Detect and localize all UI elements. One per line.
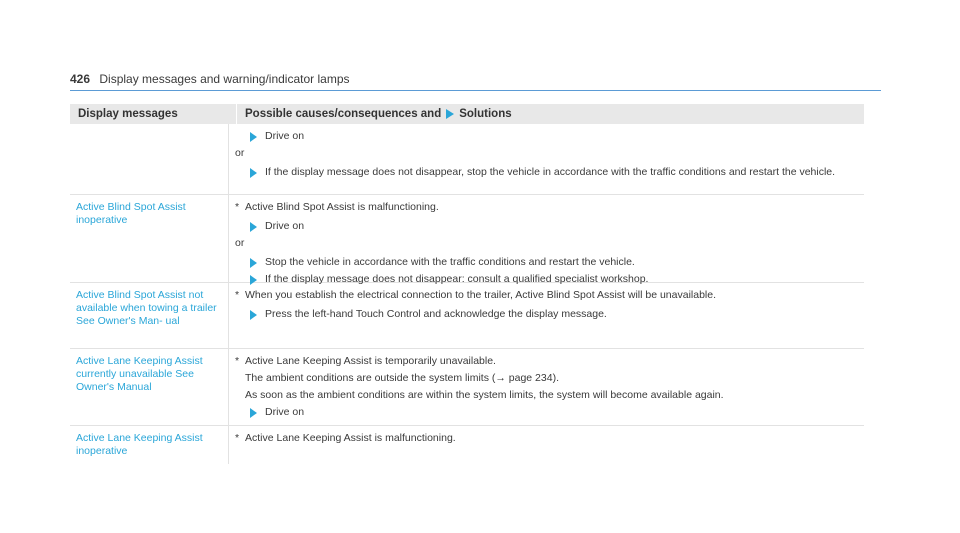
play-triangle-icon (250, 258, 257, 268)
solution-cell (228, 124, 864, 194)
display-messages-table (70, 104, 864, 464)
table-header (70, 104, 864, 124)
play-triangle-icon (250, 310, 257, 320)
message-cell: Active Lane Keeping Assist inoperative (76, 432, 203, 457)
cause-text: Active Blind Spot Assist is malfunctioning. (245, 201, 439, 213)
message-cell: Active Blind Spot Assist not available when towing a trailer See Owner's Man- ual (76, 289, 217, 327)
step-text: If the display message does not disappear, stop the vehicle in accordance with the traffic conditions and restart the vehicle. (265, 166, 836, 178)
solution-cell (228, 349, 864, 425)
solution-step (235, 220, 858, 233)
cause-text: When you establish the electrical connection to the trailer, Active Blind Spot Assist will be unavailable. (245, 289, 717, 301)
table-row (70, 283, 864, 349)
message-cell: Active Blind Spot Assist inoperative (76, 201, 186, 226)
cause-text: Active Lane Keeping Assist is malfunctioning. (245, 432, 456, 444)
solution-step (235, 166, 858, 179)
step-text: Drive on (265, 130, 305, 142)
info-text: The ambient conditions are outside the system limits (→ page 234). (245, 372, 559, 384)
col-header-solutions: Solutions (459, 107, 512, 120)
message-cell: Active Lane Keeping Assist currently unavailable See Owner's Manual (76, 355, 203, 393)
step-text: Stop the vehicle in accordance with the traffic conditions and restart the vehicle. (265, 256, 635, 268)
cause-line (235, 432, 858, 445)
solution-step (235, 308, 858, 321)
solution-step (235, 130, 858, 143)
star-marker: * (235, 432, 240, 444)
table-row (70, 124, 864, 195)
or-text: or (235, 237, 245, 249)
page-title: Display messages and warning/indicator lamps (99, 72, 350, 86)
solution-cell (228, 426, 864, 464)
col-header-causes (236, 104, 864, 124)
cause-text: Active Lane Keeping Assist is temporarily unavailable. (245, 355, 496, 367)
step-text: Drive on (265, 220, 305, 232)
star-marker: * (235, 201, 240, 213)
col-header-causes-text: Possible causes/consequences and (245, 107, 442, 120)
solution-step (235, 406, 858, 419)
cause-line (235, 355, 858, 368)
table-row (70, 349, 864, 426)
solution-step (235, 256, 858, 269)
header-rule (70, 90, 881, 91)
or-text: or (235, 147, 245, 159)
star-marker: * (235, 289, 240, 301)
page-number: 426 (70, 72, 91, 86)
play-triangle-icon (250, 408, 257, 418)
play-triangle-icon (250, 168, 257, 178)
solution-cell (228, 195, 864, 285)
step-text: Drive on (265, 406, 305, 418)
page-header (70, 72, 880, 86)
table-row (70, 426, 864, 464)
message-cell (70, 124, 228, 194)
play-triangle-icon (250, 132, 257, 142)
cause-line (235, 289, 858, 302)
step-text: If the display message does not disappear: consult a qualified specialist workshop. (265, 273, 649, 285)
step-text: Press the left-hand Touch Control and acknowledge the display message. (265, 308, 607, 320)
solution-cell (228, 283, 864, 348)
cause-line (235, 201, 858, 214)
table-row (70, 195, 864, 283)
info-text: As soon as the ambient conditions are within the system limits, the system will become available again. (245, 389, 724, 401)
col-header-messages: Display messages (78, 107, 178, 120)
play-triangle-icon (446, 109, 454, 119)
star-marker: * (235, 355, 240, 367)
play-triangle-icon (250, 222, 257, 232)
